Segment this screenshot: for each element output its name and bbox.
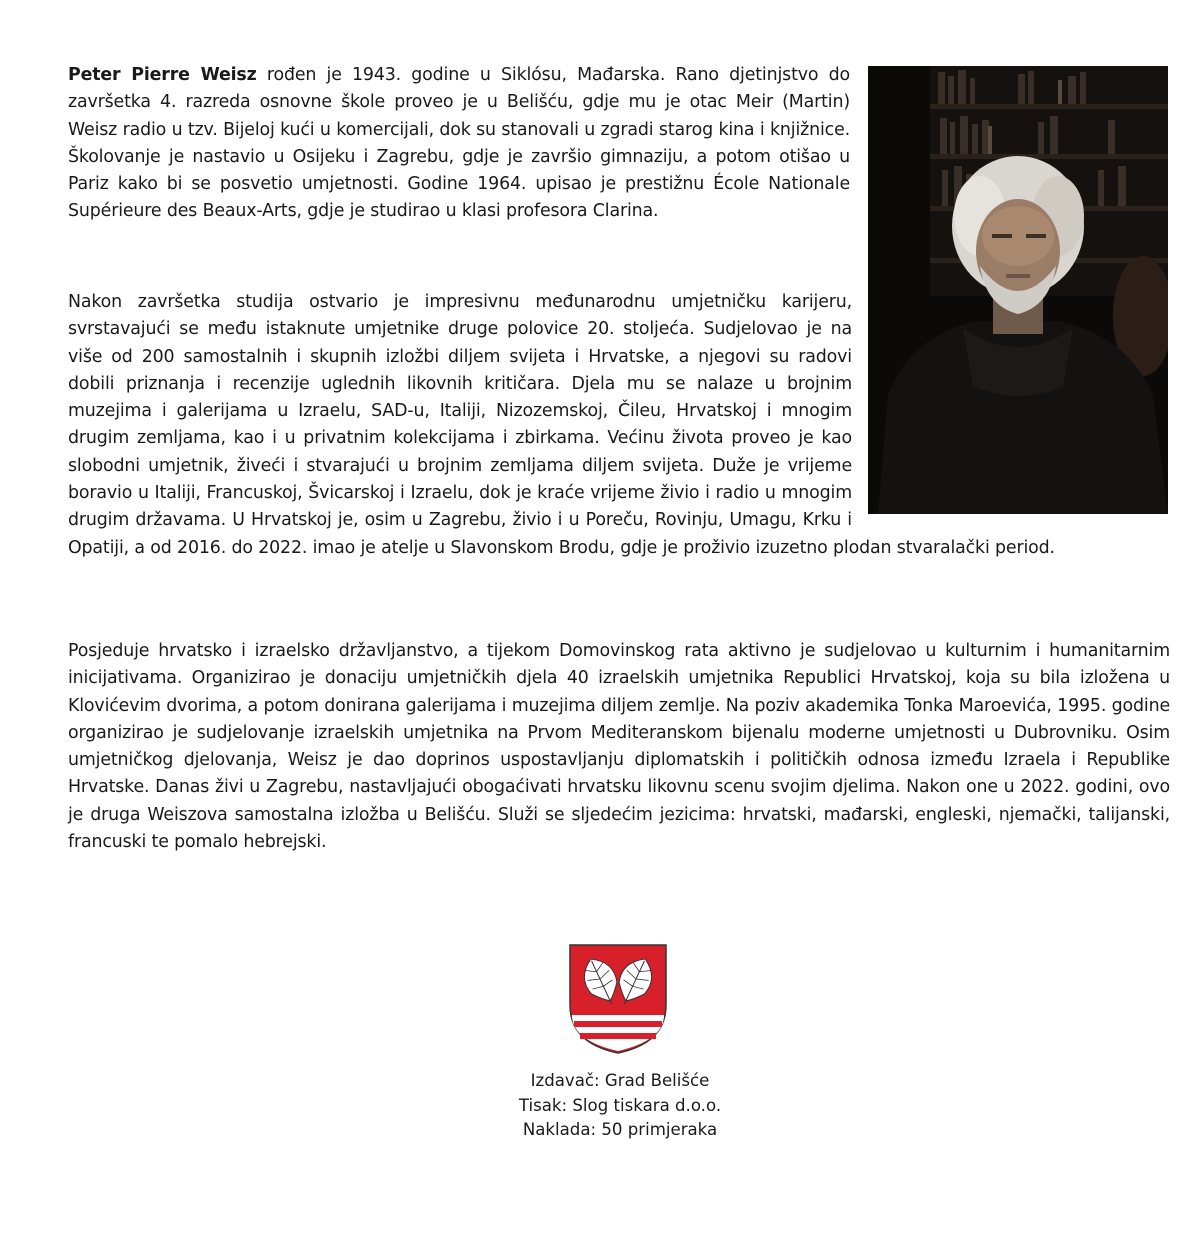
belisce-coat-of-arms bbox=[568, 943, 668, 1055]
portrait-illustration bbox=[868, 66, 1168, 514]
bio-paragraph-3: Posjeduje hrvatsko i izraelsko državljanstvo, a tijekom Domovinskog rata aktivno je sudjelovao u kulturnim i humanitarnim inicijativama. Organizirao je donaciju umjetničkih djela 40 izraelskih umjetnika Republici Hrvatskoj, koja su bila izložena u Klovićevim dvorima, a potom donirana galerijama i muzejima diljem zemlje. Na poziv akademika Tonka Maroevića, 1995. godine organizirao je sudjelovanje izraelskih umjetnika na Prvom Mediteranskom bijenalu moderne umjetnosti u Dubrovniku. Osim umjetničkog djelovanja, Weisz je dao doprinos uspostavljanju diplomatskih i političkih odnosa između Izraela i Republike Hrvatske. Danas živi u Zagrebu, nastavljajući obogaćivati hrvatsku likovnu scenu svojim djelima. Nakon one u 2022. godini, ovo je druga Weiszova samostalna izložba u Belišću. Služi se sljedećim jezicima: hrvatski, mađarski, engleski, njemački, talijanski, francuski te pomalo hebrejski. bbox=[68, 641, 1170, 853]
coat-of-arms-shield-icon bbox=[568, 943, 668, 1055]
bio-paragraph-1 bbox=[68, 62, 850, 226]
bio-paragraph-2-text: Nakon završetka studija ostvario je impresivnu međunarodnu umjetničku karijeru, svrstavajući se među istaknute umjetnike druge polovice 20. stoljeća. Sudjelovao je na više od 200 samostalnih i skupnih izložbi diljem svijeta i Hrvatske, a njegovi su radovi dobili priznanja i recenzije uglednih likovnih kritičara. Djela mu se nalaze u brojnim muzejima i galerijama u Izraelu, SAD-u, Italiji, Nizozemskoj, Čileu, Hrvatskoj i mnogim drugim zemljama, kao i u privatnim kolekcijama i zbirkama. Većinu života proveo je kao slobodni umjetnik, živeći i stvarajući u brojnim zemljama diljem svijeta. Duže je vrijeme boravio u Italiji, Francuskoj, Švicarskoj i Izraelu, dok je kraće vrijeme živio i radio u mnogim drugim državama. U Hrvatskoj je, osim u Zagrebu, živio i u Poreču, Rovinju, Umagu, Krku i Opatiji, a od 2016. do 2022. imao je atelje u Slavonskom Brodu, gdje je proživio izuzetno plodan stvaralački period. bbox=[68, 292, 1055, 558]
colophon-printer: Tisak: Slog tiskara d.o.o. bbox=[518, 1095, 722, 1115]
bio-paragraph-1-text: rođen je 1943. godine u Siklósu, Mađarska. Rano djetinjstvo do završetka 4. razreda osnovne škole proveo je u Belišću, gdje mu je otac Meir (Martin) Weisz radio u tzv. Bijeloj kući u komercijali, dok su stanovali u zgradi starog kina i knjižnice. Školovanje je nastavio u Osijeku i Zagrebu, gdje je završio gimnaziju, a potom otišao u Pariz kako bi se posvetio umjetnosti. Godine 1964. upisao je prestižnu École Nationale Supérieure des Beaux-Arts, gdje je studirao u klasi profesora Clarina. bbox=[68, 65, 851, 222]
artist-portrait-photo bbox=[868, 66, 1168, 514]
artist-name: Peter Pierre Weisz bbox=[68, 65, 257, 85]
colophon-publisher: Izdavač: Grad Belišće bbox=[530, 1071, 710, 1090]
colophon-edition: Naklada: 50 primjeraka bbox=[522, 1120, 718, 1139]
colophon bbox=[470, 1069, 770, 1143]
